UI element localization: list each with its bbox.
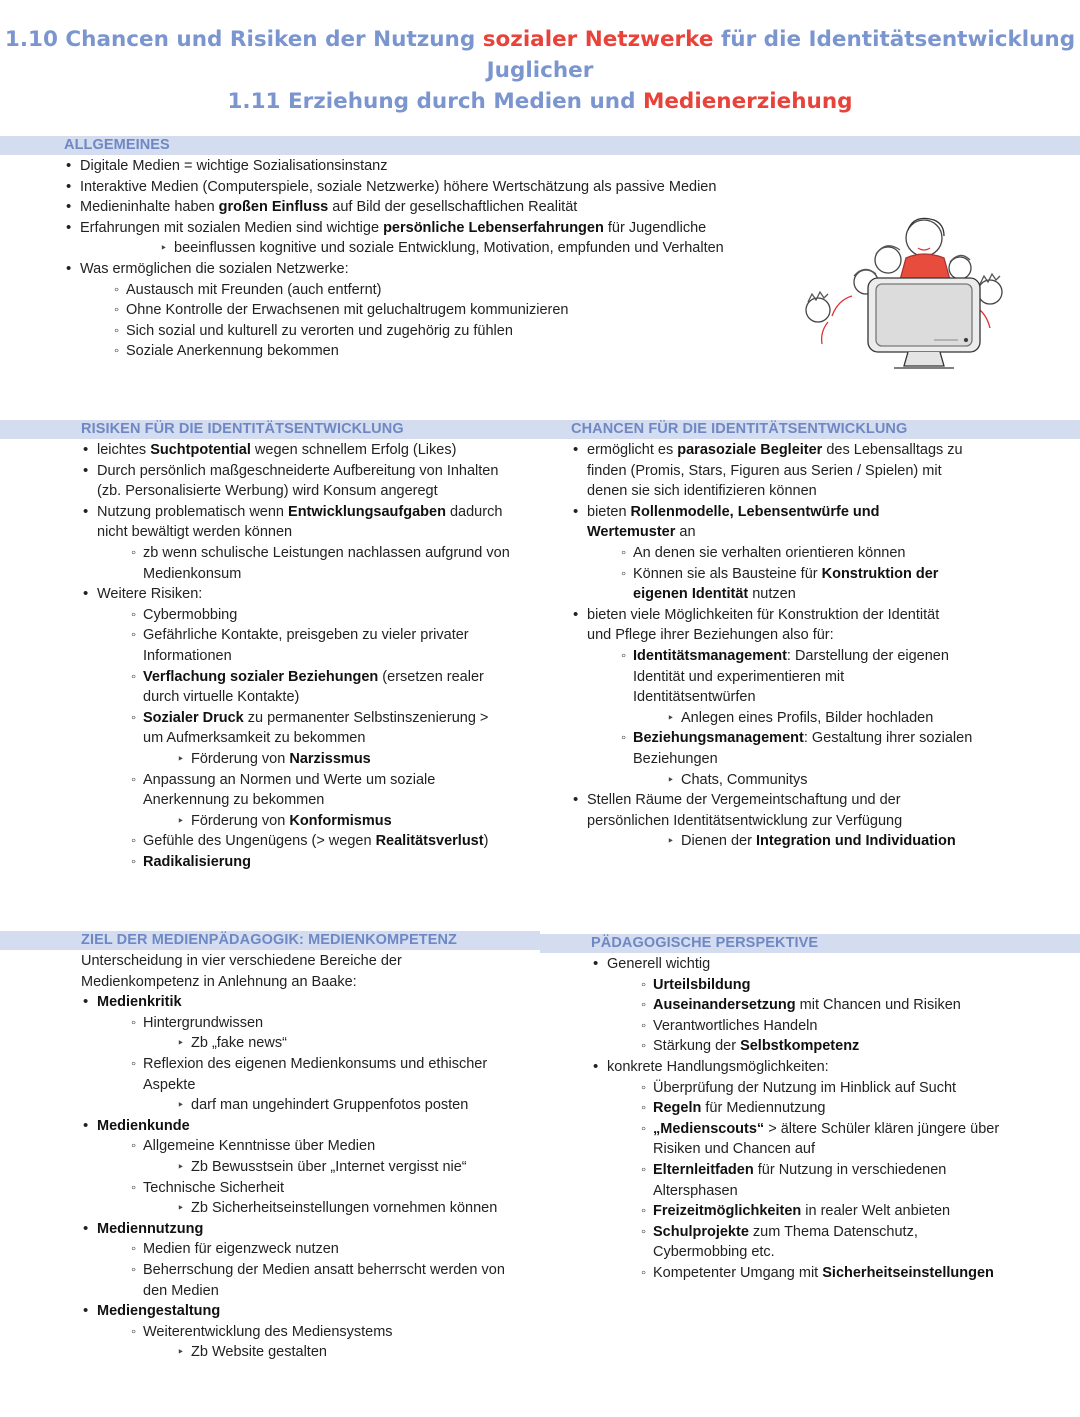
list-item: • Digitale Medien = wichtige Sozialisationsinstanz: [64, 156, 724, 177]
list-item: ‣ darf man ungehindert Gruppenfotos posten: [81, 1095, 505, 1116]
list-item: ◦ Weiterentwicklung des Mediensystems: [81, 1322, 505, 1343]
list-item-continuation: finden (Promis, Stars, Figuren aus Serien / Spielen) mit: [587, 462, 942, 479]
list-item: ◦ Sich sozial und kulturell zu verorten und zugehörig zu fühlen: [64, 321, 724, 342]
list-item: ◦ Soziale Anerkennung bekommen: [64, 341, 724, 362]
list-item-continuation: Wertemuster an: [587, 524, 696, 541]
list-item: ‣ Zb Website gestalten: [81, 1342, 505, 1363]
section-chancen: [571, 440, 972, 852]
list-item: • Mediennutzung: [81, 1219, 505, 1240]
list-item: ◦ Identitätsmanagement: Darstellung der eigenen: [571, 646, 972, 667]
list-item: • leichtes Suchtpotential wegen schnellem Erfolg (Likes): [81, 440, 510, 461]
list-item: • Stellen Räume der Vergemeintschaftung und der: [571, 790, 972, 811]
list-item: ‣ Förderung von Narzissmus: [81, 749, 510, 770]
section-band-chancen: [540, 420, 1080, 439]
list-item: ◦ Allgemeine Kenntnisse über Medien: [81, 1136, 505, 1157]
page-title-line-2: Juglicher: [486, 58, 594, 83]
text-line: Unterscheidung in vier verschiedene Bereiche der: [81, 953, 402, 969]
list-item: ◦ zb wenn schulische Leistungen nachlassen aufgrund von: [81, 543, 510, 564]
list-item: • Medienkunde: [81, 1116, 505, 1137]
children-at-computer-illustration: [784, 212, 1020, 384]
section-band-risiken: [0, 420, 540, 439]
section-heading-allgemeines: ALLGEMEINES: [64, 137, 170, 153]
list-item: ‣ Chats, Communitys: [571, 770, 972, 791]
list-item: ◦ Überprüfung der Nutzung im Hinblick auf Sucht: [591, 1078, 999, 1099]
list-item-continuation: und Pflege ihrer Beziehungen also für:: [587, 627, 834, 644]
list-item: ◦ Medien für eigenzweck nutzen: [81, 1239, 505, 1260]
list-item: ◦ Radikalisierung: [81, 852, 510, 873]
list-item: ◦ Ohne Kontrolle der Erwachsenen mit geluchaltrugem kommunizieren: [64, 300, 724, 321]
list-item: ◦ Auseinandersetzung mit Chancen und Risiken: [591, 995, 999, 1016]
list-item: ◦ Sozialer Druck zu permanenter Selbstinszenierung >: [81, 708, 510, 729]
list-item-continuation: Identität und experimentieren mit: [633, 668, 845, 685]
list-item: ◦ Anpassung an Normen und Werte um soziale: [81, 770, 510, 791]
list-item-continuation: Risiken und Chancen auf: [653, 1141, 816, 1158]
section-band-paedagogisch: [540, 934, 1080, 953]
section-allgemeines: [64, 156, 724, 362]
list-item: • Erfahrungen mit sozialen Medien sind wichtige persönliche Lebenserfahrungen für Jugendliche: [64, 218, 724, 239]
list-item: ◦ Beziehungsmanagement: Gestaltung ihrer sozialen: [571, 728, 972, 749]
list-item: ◦ Beherrschung der Medien ansatt beherrscht werden von: [81, 1260, 505, 1281]
list-item-continuation: persönlichen Identitätsentwicklung zur Verfügung: [587, 812, 903, 829]
section-heading-risiken: RISIKEN FÜR DIE IDENTITÄTSENTWICKLUNG: [81, 421, 404, 437]
section-paedagogisch: [591, 954, 999, 1284]
list-item: ‣ Zb Bewusstsein über „Internet vergisst nie“: [81, 1157, 505, 1178]
list-item: ◦ Reflexion des eigenen Medienkonsums und ethischer: [81, 1054, 505, 1075]
list-item: ◦ Schulprojekte zum Thema Datenschutz,: [591, 1222, 999, 1243]
section-heading-chancen: CHANCEN FÜR DIE IDENTITÄTSENTWICKLUNG: [571, 421, 908, 437]
section-ziel: [81, 951, 505, 1363]
list-item-continuation: Informationen: [143, 647, 232, 664]
list-item: ◦ Verantwortliches Handeln: [591, 1016, 999, 1037]
list-item: • konkrete Handlungsmöglichkeiten:: [591, 1057, 999, 1078]
list-item-continuation: Altersphasen: [653, 1182, 738, 1199]
section-band-allgemeines: [0, 136, 1080, 155]
list-item: • bieten viele Möglichkeiten für Konstruktion der Identität: [571, 605, 972, 626]
list-item: • ermöglicht es parasoziale Begleiter des Lebensalltags zu: [571, 440, 972, 461]
list-item: ◦ Können sie als Bausteine für Konstruktion der: [571, 564, 972, 585]
list-item: ‣ Förderung von Konformismus: [81, 811, 510, 832]
list-item: ‣ beeinflussen kognitive und soziale Entwicklung, Motivation, empfunden und Verhalten: [64, 238, 724, 259]
list-item-continuation: denen sie sich identifizieren können: [587, 483, 817, 500]
list-item-continuation: Cybermobbing etc.: [653, 1244, 775, 1261]
list-item-continuation: eigenen Identität nutzen: [633, 586, 796, 603]
list-item: • Mediengestaltung: [81, 1301, 505, 1322]
section-risiken: [81, 440, 510, 872]
list-item: ◦ Stärkung der Selbstkompetenz: [591, 1036, 999, 1057]
list-item: • bieten Rollenmodelle, Lebensentwürfe und: [571, 502, 972, 523]
list-item: ◦ Elternleitfaden für Nutzung in verschiedenen: [591, 1160, 999, 1181]
list-item: ◦ Verflachung sozialer Beziehungen (ersetzen realer: [81, 667, 510, 688]
list-item-continuation: Identitätsentwürfen: [633, 689, 756, 706]
list-item: ◦ „Medienscouts“ > ältere Schüler klären jüngere über: [591, 1119, 999, 1140]
list-item: ◦ Urteilsbildung: [591, 975, 999, 996]
list-item-continuation: (zb. Personalisierte Werbung) wird Konsum angeregt: [97, 483, 438, 500]
list-item: ◦ Technische Sicherheit: [81, 1178, 505, 1199]
list-item: ◦ Kompetenter Umgang mit Sicherheitseinstellungen: [591, 1263, 999, 1284]
section-heading-ziel: ZIEL DER MEDIENPÄDAGOGIK: MEDIENKOMPETENZ: [81, 932, 458, 948]
list-item: ‣ Zb „fake news“: [81, 1033, 505, 1054]
list-item: • Interaktive Medien (Computerspiele, soziale Netzwerke) höhere Wertschätzung als passive Medien: [64, 177, 724, 198]
list-item-continuation: Aspekte: [143, 1076, 196, 1093]
list-item-continuation: den Medien: [143, 1282, 219, 1299]
list-item: • Nutzung problematisch wenn Entwicklungsaufgaben dadurch: [81, 502, 510, 523]
list-item: ‣ Anlegen eines Profils, Bilder hochladen: [571, 708, 972, 729]
list-item: • Was ermöglichen die sozialen Netzwerke:: [64, 259, 724, 280]
list-item: • Weitere Risiken:: [81, 584, 510, 605]
list-item: ‣ Zb Sicherheitseinstellungen vornehmen können: [81, 1198, 505, 1219]
list-item-continuation: Beziehungen: [633, 750, 718, 767]
list-item: • Medieninhalte haben großen Einfluss auf Bild der gesellschaftlichen Realität: [64, 197, 724, 218]
page-title-line-3: 1.11 Erziehung durch Medien und Medienerziehung: [227, 89, 853, 114]
list-item-continuation: Medienkonsum: [143, 565, 242, 582]
list-item-continuation: nicht bewältigt werden können: [97, 524, 293, 541]
text-line: Medienkompetenz in Anlehnung an Baake:: [81, 973, 357, 990]
list-item: ‣ Dienen der Integration und Individuation: [571, 831, 972, 852]
list-item: ◦ Cybermobbing: [81, 605, 510, 626]
list-item: ◦ An denen sie verhalten orientieren können: [571, 543, 972, 564]
list-item: ◦ Gefühle des Ungenügens (> wegen Realitätsverlust): [81, 831, 510, 852]
section-band-ziel: [0, 931, 540, 950]
list-item: ◦ Freizeitmöglichkeiten in realer Welt anbieten: [591, 1201, 999, 1222]
page-title-line-1: 1.10 Chancen und Risiken der Nutzung sozialer Netzwerke für die Identitätsentwicklung: [4, 27, 1076, 52]
list-item: • Medienkritik: [81, 992, 505, 1013]
list-item: ◦ Regeln für Mediennutzung: [591, 1098, 999, 1119]
list-item-continuation: um Aufmerksamkeit zu bekommen: [143, 730, 366, 747]
list-item: ◦ Hintergrundwissen: [81, 1013, 505, 1034]
list-item: • Generell wichtig: [591, 954, 999, 975]
section-heading-paedagogisch: PÄDAGOGISCHE PERSPEKTIVE: [591, 935, 819, 951]
list-item-continuation: durch virtuelle Kontakte): [143, 689, 300, 706]
list-item: • Durch persönlich maßgeschneiderte Aufbereitung von Inhalten: [81, 461, 510, 482]
list-item-continuation: Anerkennung zu bekommen: [143, 792, 325, 809]
list-item: ◦ Gefährliche Kontakte, preisgeben zu vieler privater: [81, 625, 510, 646]
list-item: ◦ Austausch mit Freunden (auch entfernt): [64, 280, 724, 301]
